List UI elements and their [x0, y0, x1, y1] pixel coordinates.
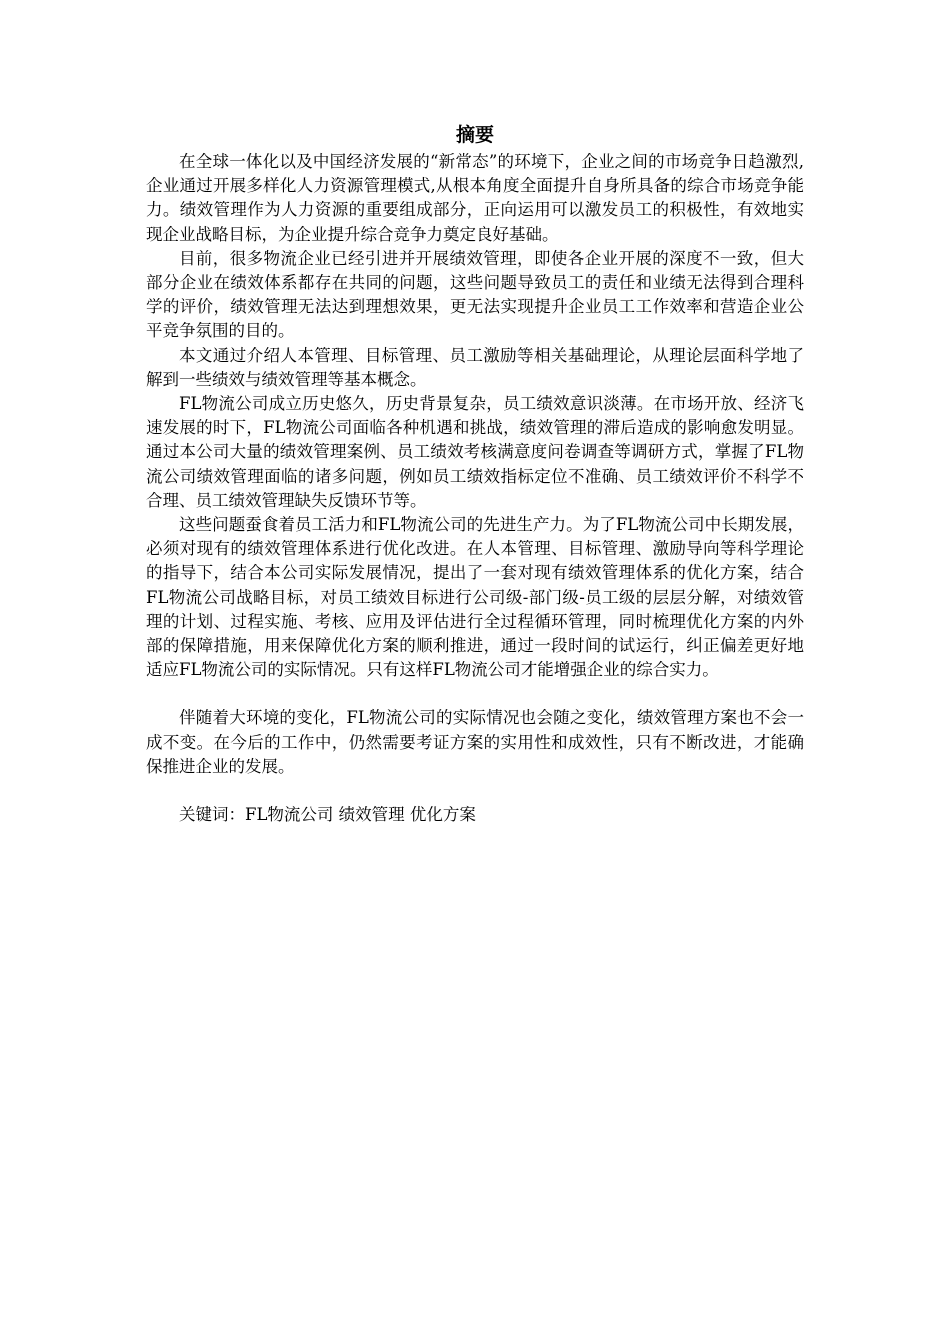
abstract-paragraph-5: 这些问题蚕食着员工活力和FL物流公司的先进生产力。为了FL物流公司中长期发展，必须对现有的绩效管理体系进行优化改进。在人本管理、目标管理、激励导向等科学理论的指导下，结合本公司实际发展情况，提出了一套对现有绩效管理体系的优化方案，结合FL物流公司战略目标，对员工绩效目标进行公司级-部门级-员工级的层层分解，对绩效管理的计划、过程实施、考核、应用及评估进行全过程循环管理，同时梳理优化方案的内外部的保障措施，用来保障优化方案的顺利推进，通过一段时间的试运行，纠正偏差更好地适应FL物流公司的实际情况。只有这样FL物流公司才能增强企业的综合实力。: [146, 515, 804, 680]
keywords-line: 关键词：FL物流公司 绩效管理 优化方案: [179, 805, 476, 825]
paragraph-spacer: [146, 682, 804, 706]
abstract-title: 摘要: [455, 124, 494, 146]
abstract-paragraph-4: FL物流公司成立历史悠久，历史背景复杂，员工绩效意识淡薄。在市场开放、经济飞速发展的时下，FL物流公司面临各种机遇和挑战，绩效管理的滞后造成的影响愈发明显。通过本公司大量的绩效管理案例、员工绩效考核满意度问卷调查等调研方式，掌握了FL物流公司绩效管理面临的诸多问题，例如员工绩效指标定位不准确、员工绩效评价不科学不合理、员工绩效管理缺失反馈环节等。: [146, 394, 804, 510]
abstract-paragraph-3: 本文通过介绍人本管理、目标管理、员工激励等相关基础理论，从理论层面科学地了解到一些绩效与绩效管理等基本概念。: [146, 345, 804, 389]
abstract-body: [146, 150, 804, 827]
abstract-paragraph-2: 目前，很多物流企业已经引进并开展绩效管理，即使各企业开展的深度不一致，但大部分企业在绩效体系都存在共同的问题，这些问题导致员工的责任和业绩无法得到合理科学的评价，绩效管理无法达到理想效果，更无法实现提升企业员工工作效率和营造企业公平竞争氛围的目的。: [146, 248, 804, 341]
abstract-paragraph-1: 在全球一体化以及中国经济发展的“新常态”的环境下，企业之间的市场竞争日趋激烈,企业通过开展多样化人力资源管理模式,从根本角度全面提升自身所具备的综合市场竞争能力。绩效管理作为人力资源的重要组成部分，正向运用可以激发员工的积极性，有效地实现企业战略目标，为企业提升综合竞争力奠定良好基础。: [146, 152, 804, 244]
abstract-paragraph-closing: 伴随着大环境的变化，FL物流公司的实际情况也会随之变化，绩效管理方案也不会一成不变。在今后的工作中，仍然需要考证方案的实用性和成效性，只有不断改进，才能确保推进企业的发展。: [146, 708, 804, 776]
paragraph-spacer: [146, 779, 804, 803]
